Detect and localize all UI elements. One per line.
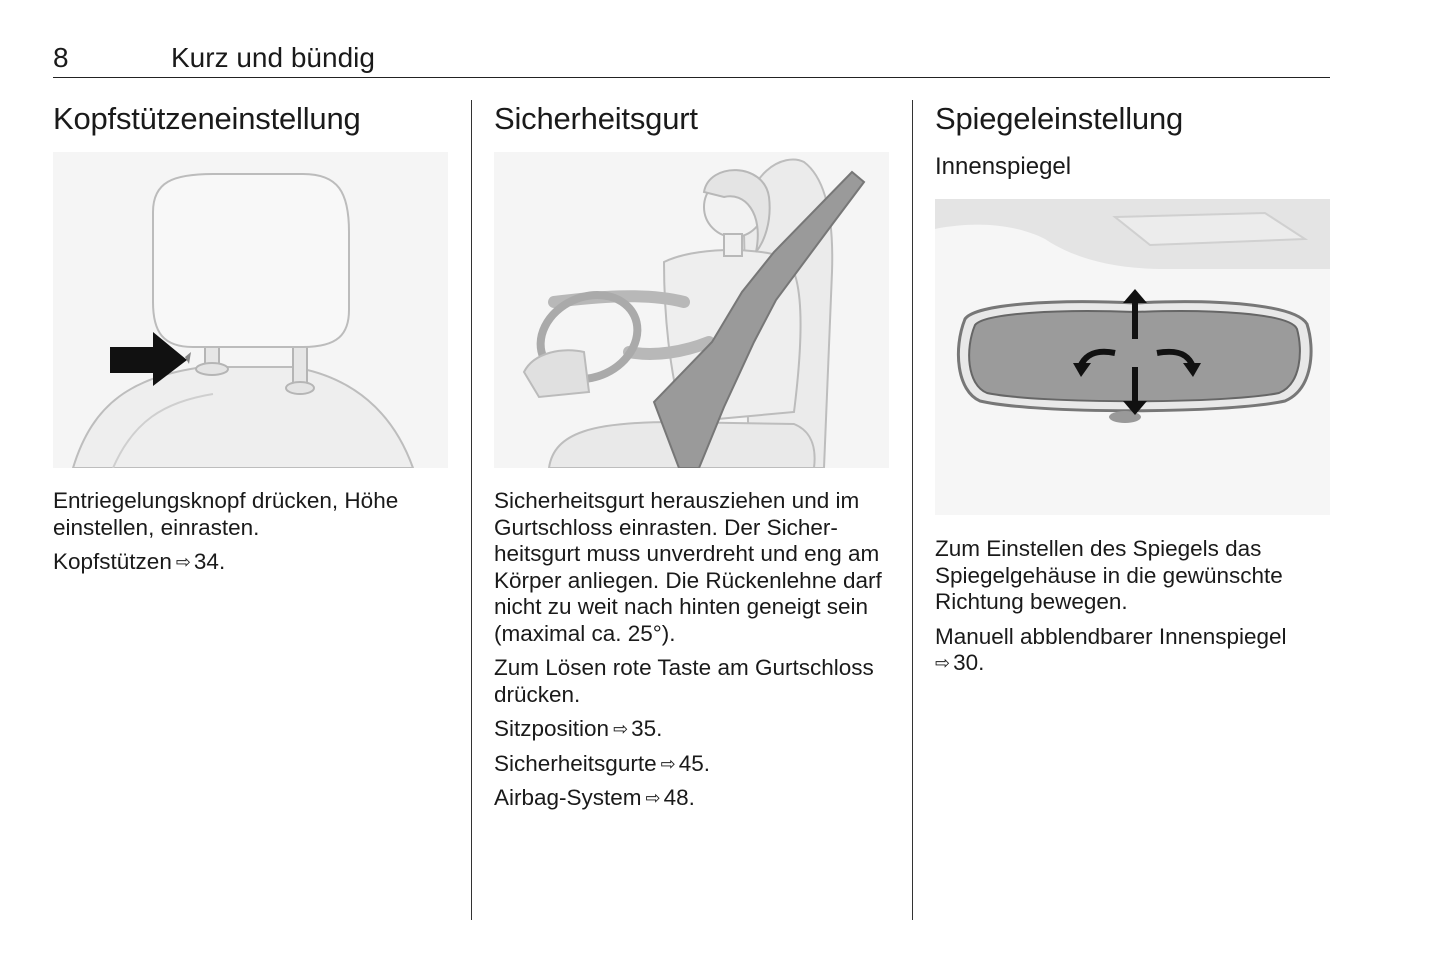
section-seatbelt (494, 100, 889, 810)
mirror-illustration (935, 199, 1330, 515)
reference-page: 45. (678, 750, 710, 776)
reference-label: Kopfstützen (53, 549, 172, 574)
reference-page: 35. (631, 716, 663, 741)
reference-line (494, 785, 889, 812)
seatbelt-illustration (494, 152, 889, 468)
reference-page: 30. (953, 650, 985, 675)
section-mirror (935, 100, 1330, 675)
paragraph: Entriegelungsknopf drücken, Höhe einstellen, einrasten. (53, 488, 399, 540)
section-title: Kopfstützeneinstellung (53, 101, 361, 136)
column-divider (471, 100, 472, 920)
section-text (494, 488, 889, 820)
section-title: Sicherheitsgurt (494, 101, 698, 136)
section-text (53, 488, 448, 584)
reference-label: Manuell abblendbarer Innenspiegel (935, 623, 1287, 649)
reference-line (494, 716, 889, 743)
reference-label: Sitzposition (494, 716, 610, 741)
reference-line (935, 624, 1330, 677)
paragraph: Zum Lösen rote Taste am Gurtschloss drücken. (494, 655, 874, 707)
reference-line (53, 549, 448, 576)
section-subtitle: Innenspiegel (935, 153, 1072, 180)
page-reference-arrow-icon: ⇨ (613, 719, 629, 739)
chapter-title: Kurz und bündig (171, 42, 375, 73)
headrest-illustration (53, 152, 448, 468)
reference-label: Airbag-System (494, 785, 642, 810)
reference-label: Sicherheitsgurte (494, 750, 657, 776)
page-header (53, 40, 1330, 78)
page-reference-arrow-icon: ⇨ (935, 653, 951, 673)
reference-page: 34. (193, 549, 226, 574)
paragraph: Zum Einstellen des Spiegels das Spiegelgehäuse in die gewünschte Richtung bewegen. (935, 536, 1283, 614)
paragraph: Sicherheitsgurt herausziehen und im Gurtschloss einrasten. Der Sicherheitsgurt muss unverdreht und eng am Körper anliegen. Die Rückenlehne darf nicht zu weit nach hinten geneigt sein (maximal ca. 25°). (494, 488, 882, 646)
section-title: Spiegeleinstellung (935, 101, 1184, 136)
section-headrest (53, 100, 448, 574)
reference-line (494, 751, 889, 778)
section-text (935, 536, 1330, 685)
column-divider (912, 100, 913, 920)
page-reference-arrow-icon: ⇨ (645, 788, 661, 808)
page-reference-arrow-icon: ⇨ (175, 552, 191, 572)
page-number: 8 (53, 42, 69, 73)
reference-page: 48. (663, 785, 695, 810)
page-reference-arrow-icon: ⇨ (660, 753, 676, 774)
